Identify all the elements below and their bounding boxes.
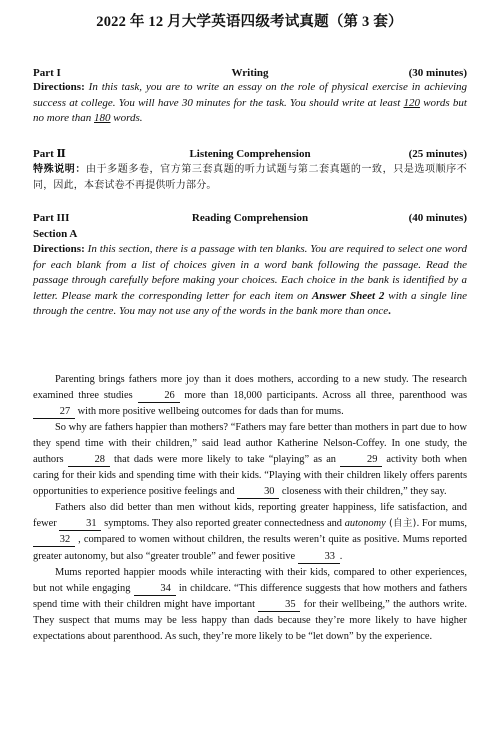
- part1-directions-text-c: words.: [110, 112, 143, 125]
- blank-30[interactable]: 30: [237, 486, 279, 499]
- part2-note-label: 特殊说明：: [33, 164, 86, 175]
- passage-text: . For mums,: [416, 518, 468, 530]
- passage-text: closeness with their children,” they say.: [279, 486, 447, 498]
- part1-directions-text-a: In this task, you are to write an essay on the role of physical exercise in achieving success at college. You will have 30 minutes for the task. You should write at least: [33, 81, 467, 109]
- blank-31[interactable]: 31: [59, 518, 101, 531]
- part3-label: Part III: [33, 212, 70, 224]
- part3-directions-text-a: In this section, there is a passage with ten blanks. You are required to select one word for each blank from a list of choices given in a word bank following the passage. Read the passage through carefully before making your choices. Each choice in the bank is identified by a letter. Please mark the corresponding letter for each item on: [33, 243, 467, 302]
- passage-paragraph-1: [33, 372, 467, 420]
- part2-time: (25 minutes): [408, 148, 467, 160]
- passage-text: So why are fathers happier than mothers? “Fathers may fare better than mothers in part due to how they spend time with their children,” said lead author Katherine Nelson-Coffey. In one study, the authors: [33, 422, 467, 466]
- page-title: 2022 年 12 月大学英语四级考试真题（第 3 套）: [96, 14, 403, 30]
- max-words: 180: [94, 112, 111, 125]
- blank-33[interactable]: 33: [298, 551, 340, 564]
- part1-header: [33, 66, 467, 80]
- section-a-heading: [33, 227, 467, 241]
- part1-label: Part I: [33, 67, 61, 79]
- part1-directions-text-b: words but no more than: [33, 96, 467, 125]
- blank-28[interactable]: 28: [68, 454, 110, 467]
- blank-35[interactable]: 35: [258, 599, 300, 612]
- answer-sheet-ref: Answer Sheet 2: [311, 289, 385, 302]
- blank-32[interactable]: 32: [33, 534, 75, 547]
- part3-directions: [33, 242, 467, 320]
- passage-paragraph-3: [33, 500, 467, 564]
- passage-text: Mums reported happier moods while interacting with their kids, compared to other experiences, but not while engaging: [33, 566, 467, 594]
- min-words: 120: [403, 96, 420, 109]
- passage-text: with more positive wellbeing outcomes for dads than for mums.: [75, 406, 344, 418]
- part3-directions-label: Directions:: [33, 243, 85, 255]
- part1-time: (30 minutes): [408, 67, 467, 79]
- part1-directions-label: Directions:: [33, 81, 85, 93]
- part3-directions-text-b: with a single line through the centre. You may not use any of the words in the bank more than once: [33, 289, 467, 318]
- passage-paragraph-2: [33, 420, 467, 500]
- passage-text: more than 18,000 participants. Across all three, parenthood was: [179, 390, 467, 402]
- passage-text: Parenting brings fathers more joy than it does mothers, according to a new study. The research examined three studies: [33, 374, 467, 402]
- passage-text: that dads were more likely to take “playing” as an: [109, 454, 341, 466]
- part2-label: Part Ⅱ: [33, 148, 66, 160]
- part3-time: (40 minutes): [408, 212, 467, 224]
- part2-note-text: 由于多题多卷，官方第三套真题的听力试题与第二套真题的一致，只是选项顺序不同，因此，本套试卷不再提供听力部分。: [33, 164, 468, 191]
- passage-text: activity both when caring for their kids and spending time with their kids. “Playing with their children likely offers parents opportunities to experience positive feelings and: [33, 454, 467, 498]
- passage-text: for their wellbeing,” the authors write. They suspect that mums may be less happy than dads because they’re more likely to have higher expectations about parenthood. As such, they’re more likely to be “let down” by the experience.: [33, 598, 467, 642]
- passage-text: , compared to women without children, the results weren’t quite as positive. Mums reported greater autonomy, but also “greater trouble” and fewer positive: [33, 534, 467, 562]
- passage-text: symptoms. They also reported greater connectedness and: [101, 518, 345, 530]
- passage-text: Fathers also did better than men without kids, reporting greater happiness, life satisfaction, and fewer: [33, 502, 467, 530]
- autonomy-gloss: (自主): [385, 518, 417, 530]
- reading-passage: [33, 372, 467, 645]
- part1-directions: [33, 80, 467, 127]
- part1-name: Writing: [231, 67, 269, 79]
- passage-text: .: [339, 550, 343, 562]
- part3-name: Reading Comprehension: [191, 212, 309, 224]
- blank-34[interactable]: 34: [134, 583, 176, 596]
- passage-text: in childcare. “This difference suggests that how mothers and fathers spend time with their children might have important: [33, 582, 467, 610]
- blank-27[interactable]: 27: [33, 406, 75, 419]
- autonomy-term: autonomy: [344, 518, 386, 530]
- blank-26[interactable]: 26: [138, 390, 180, 403]
- part2-header: [33, 147, 467, 161]
- section-a-label: Section A: [33, 228, 78, 240]
- passage-paragraph-4: [33, 565, 467, 645]
- part3-directions-end: .: [388, 305, 391, 318]
- part2-note: [33, 162, 467, 194]
- blank-29[interactable]: 29: [340, 454, 382, 467]
- part2-name: Listening Comprehension: [189, 148, 311, 160]
- part3-header: [33, 211, 467, 225]
